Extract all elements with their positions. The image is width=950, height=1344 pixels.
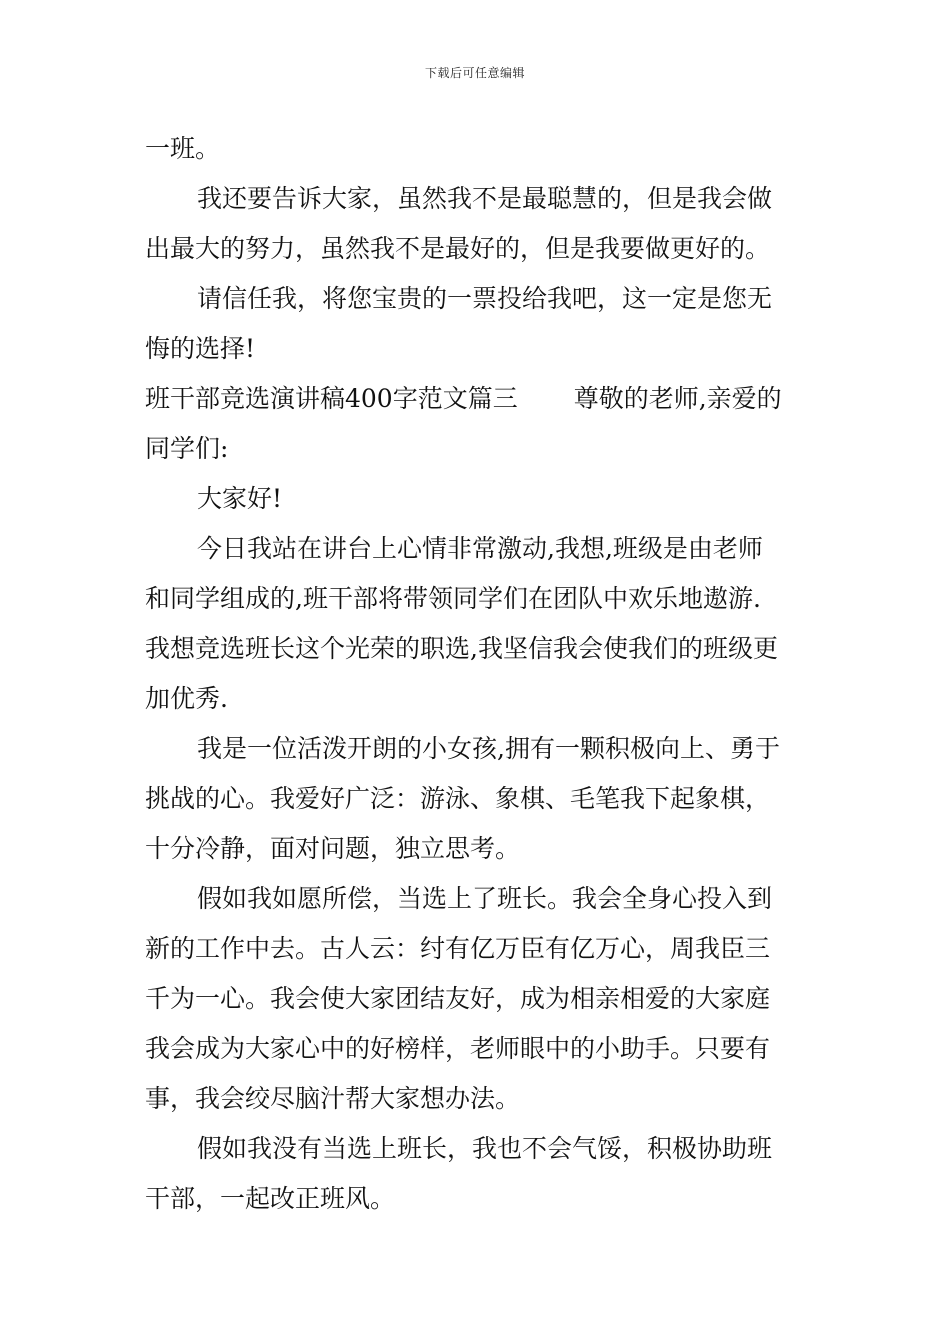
paragraph-line: 请信任我，将您宝贵的一票投给我吧，这一定是您无 xyxy=(197,284,773,313)
paragraph-line: 今日我站在讲台上心情非常激动,我想,班级是由老师 xyxy=(197,534,763,563)
section-title: 班干部竞选演讲稿400字范文篇三 xyxy=(145,384,518,413)
paragraph-line: 假如我如愿所偿，当选上了班长。我会全身心投入到 xyxy=(197,884,773,913)
page-header: 下载后可任意编辑 xyxy=(424,66,525,80)
paragraph-line: 假如我没有当选上班长，我也不会气馁，积极协助班 xyxy=(197,1134,773,1163)
paragraph-line: 挑战的心。我爱好广泛：游泳、象棋、毛笔我下起象棋， xyxy=(145,784,771,813)
paragraph-line: 和同学组成的,班干部将带领同学们在团队中欢乐地遨游. xyxy=(145,584,761,613)
document-body xyxy=(145,124,809,1224)
paragraph-line: 新的工作中去。古人云：纣有亿万臣有亿万心，周我臣三 xyxy=(145,934,771,963)
paragraph-line: 事，我会绞尽脑汁帮大家想办法。 xyxy=(145,1084,521,1113)
paragraph-line: 十分冷静，面对问题，独立思考。 xyxy=(145,834,521,863)
paragraph-line: 我会成为大家心中的好榜样，老师眼中的小助手。只要有 xyxy=(145,1034,771,1063)
paragraph-line: 加优秀. xyxy=(145,684,228,713)
salutation: 尊敬的老师,亲爱的 xyxy=(573,384,782,413)
paragraph-line: 同学们: xyxy=(145,434,229,463)
paragraph-line: 我还要告诉大家，虽然我不是最聪慧的，但是我会做 xyxy=(197,184,773,213)
paragraph-line: 我是一位活泼开朗的小女孩,拥有一颗积极向上、勇于 xyxy=(197,734,780,763)
greeting-line: 大家好! xyxy=(197,484,283,513)
paragraph-line: 我想竞选班长这个光荣的职选,我坚信我会使我们的班级更 xyxy=(145,634,778,663)
section-heading-line xyxy=(145,374,809,424)
paragraph-line: 悔的选择! xyxy=(145,334,256,363)
paragraph-line: 出最大的努力，虽然我不是最好的，但是我要做更好的。 xyxy=(145,234,771,263)
paragraph-line: 干部，一起改正班风。 xyxy=(145,1184,396,1213)
paragraph-line: 千为一心。我会使大家团结友好，成为相亲相爱的大家庭 xyxy=(145,984,771,1013)
paragraph-line: 一班。 xyxy=(145,134,221,163)
